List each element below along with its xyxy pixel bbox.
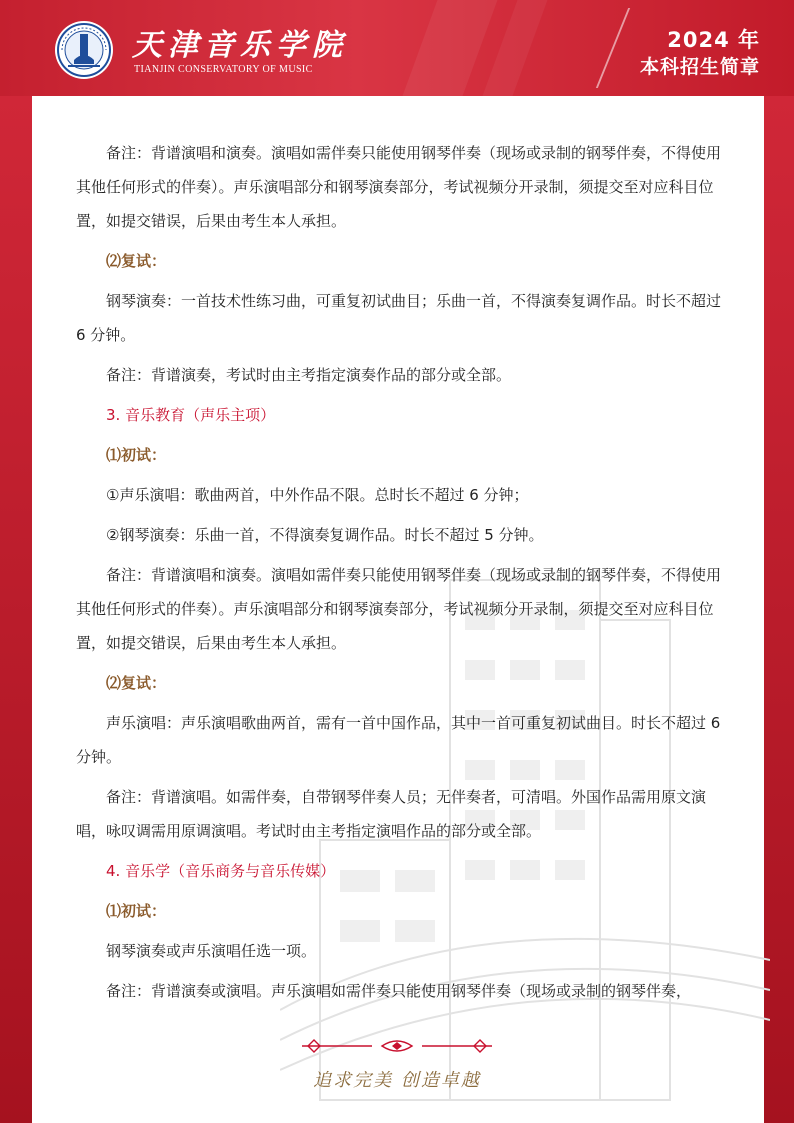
subheading-number: ⑴ — [106, 446, 122, 464]
paragraph: ②钢琴演奏：乐曲一首，不得演奏复调作品。时长不超过 5 分钟。 — [106, 526, 544, 544]
document-body — [76, 136, 721, 1008]
paragraph: 备注：背谱演唱和演奏。演唱如需伴奏只能使用钢琴伴奏（现场或录制的钢琴伴奏，不得使用其他任何形式的伴奏）。声乐演唱部分和钢琴演奏部分，考试视频分开录制，须提交至对应科目位置，如提交错误，后果由考生本人承担。 — [76, 566, 722, 652]
footer-slogan: 追求完美 创造卓越 — [313, 1070, 481, 1091]
subheading-text: 复试： — [121, 252, 167, 270]
section-subheading — [76, 666, 721, 700]
subheading-text: 复试： — [121, 674, 167, 692]
subheading-number: ⑵ — [106, 252, 122, 270]
subheading-number: ⑵ — [106, 674, 122, 692]
paragraph: 钢琴演奏：一首技术性练习曲，可重复初试曲目；乐曲一首，不得演奏复调作品。时长不超过 6 分钟。 — [76, 292, 722, 344]
header-year: 2024 年 — [667, 28, 760, 52]
section-heading: 3. 音乐教育（声乐主项） — [106, 406, 276, 424]
paragraph: 钢琴演奏或声乐演唱任选一项。 — [106, 942, 317, 960]
paragraph: 备注：背谱演唱。如需伴奏，自带钢琴伴奏人员；无伴奏者，可清唱。外国作品需用原文演唱，咏叹调需用原调演唱。考试时由主考指定演唱作品的部分或全部。 — [76, 788, 707, 840]
school-emblem-icon — [54, 20, 114, 80]
header-decor-stripe — [403, 0, 498, 96]
section-subheading — [76, 244, 721, 278]
paragraph: 备注：背谱演奏，考试时由主考指定演奏作品的部分或全部。 — [106, 366, 512, 384]
section-subheading — [76, 894, 721, 928]
subheading-text: 初试： — [121, 446, 167, 464]
header-subtitle: 本科招生简章 — [639, 56, 760, 78]
header-decor-stripe — [483, 0, 548, 96]
left-red-border — [0, 0, 32, 1123]
paragraph: 备注：背谱演奏或演唱。声乐演唱如需伴奏只能使用钢琴伴奏（现场或录制的钢琴伴奏， — [106, 982, 692, 1000]
subheading-number: ⑴ — [106, 902, 122, 920]
header-divider — [596, 8, 630, 88]
section-subheading — [76, 438, 721, 472]
school-name-cn: 天津音乐学院 — [132, 28, 348, 63]
subheading-text: 初试： — [121, 902, 167, 920]
section-heading: 4. 音乐学（音乐商务与音乐传媒） — [106, 862, 336, 880]
page-header — [0, 0, 794, 96]
school-name-en: TIANJIN CONSERVATORY OF MUSIC — [134, 64, 313, 75]
footer-ornament-icon — [302, 1036, 492, 1056]
paragraph: 声乐演唱：声乐演唱歌曲两首，需有一首中国作品，其中一首可重复初试曲目。时长不超过 6 分钟。 — [76, 714, 721, 766]
paragraph: ①声乐演唱：歌曲两首，中外作品不限。总时长不超过 6 分钟； — [106, 486, 529, 504]
paragraph: 备注：背谱演唱和演奏。演唱如需伴奏只能使用钢琴伴奏（现场或录制的钢琴伴奏，不得使用其他任何形式的伴奏）。声乐演唱部分和钢琴演奏部分，考试视频分开录制，须提交至对应科目位置，如提交错误，后果由考生本人承担。 — [76, 144, 722, 230]
